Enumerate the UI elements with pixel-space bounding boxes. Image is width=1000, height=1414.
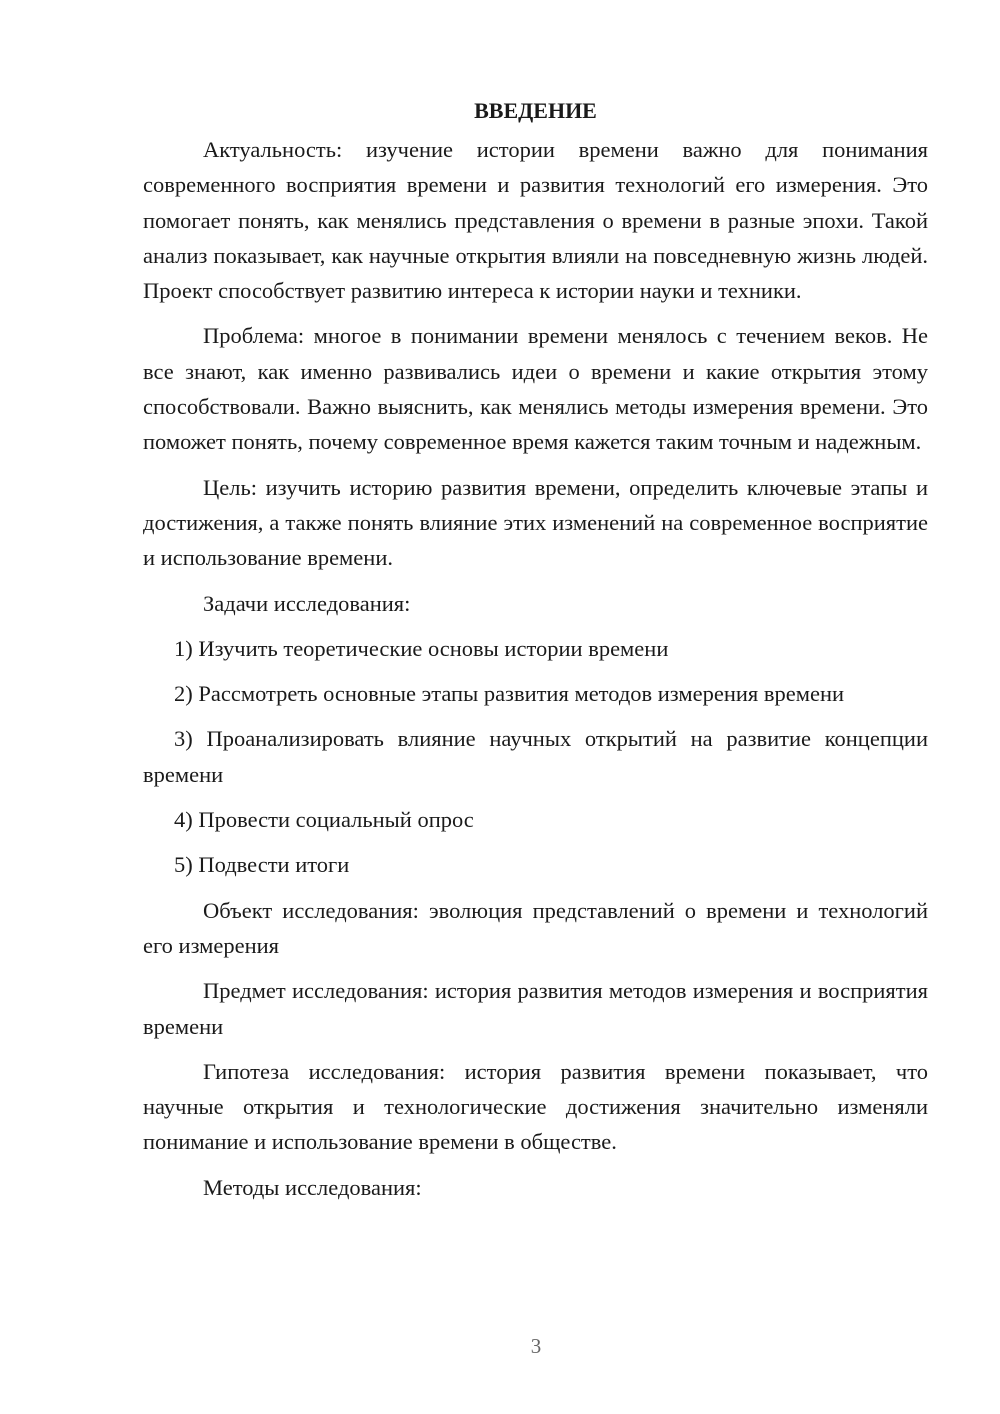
- paragraph-relevance: Актуальность: изучение истории времени важно для понимания современного восприятия времени и развития технологий его измерения. Это помогает понять, как менялись представления о времени в разные эпохи. Такой анализ показывает, как научные открытия влияли на повседневную жизнь людей. Проект способствует развитию интереса к истории науки и техники.: [143, 137, 928, 304]
- paragraph-problem: Проблема: многое в понимании времени менялось с течением веков. Не все знают, как именно развивались идеи о времени и какие открытия этому способствовали. Важно выяснить, как менялись методы измерения времени. Это поможет понять, почему современное время кажется таким точным и надежным.: [143, 323, 928, 455]
- paragraph-tasks-heading: Задачи исследования:: [203, 590, 411, 616]
- list-item-task-2: 2) Рассмотреть основные этапы развития методов измерения времени: [174, 681, 845, 707]
- paragraph-hypothesis: Гипотеза исследования: история развития времени показывает, что научные открытия и технологические достижения значительно изменяли понимание и использование времени в обществе.: [143, 1058, 928, 1155]
- list-item-task-1: 1) Изучить теоретические основы истории времени: [174, 635, 669, 661]
- paragraph-subject: Предмет исследования: история развития методов измерения и восприятия времени: [143, 978, 928, 1039]
- paragraph-object: Объект исследования: эволюция представлений о времени и технологий его измерения: [143, 897, 928, 958]
- list-item-task-3: 3) Проанализировать влияние научных открытий на развитие концепции времени: [143, 726, 928, 787]
- paragraph-goal: Цель: изучить историю развития времени, определить ключевые этапы и достижения, а также понять влияние этих изменений на современное восприятие и использование времени.: [143, 474, 928, 571]
- document-page: [143, 96, 928, 1205]
- page-number: 3: [530, 1334, 542, 1358]
- list-item-task-5: 5) Подвести итоги: [174, 852, 350, 878]
- section-title: ВВЕДЕНИЕ: [474, 98, 597, 123]
- list-item-task-4: 4) Провести социальный опрос: [174, 807, 474, 833]
- paragraph-methods-heading: Методы исследования:: [203, 1174, 422, 1200]
